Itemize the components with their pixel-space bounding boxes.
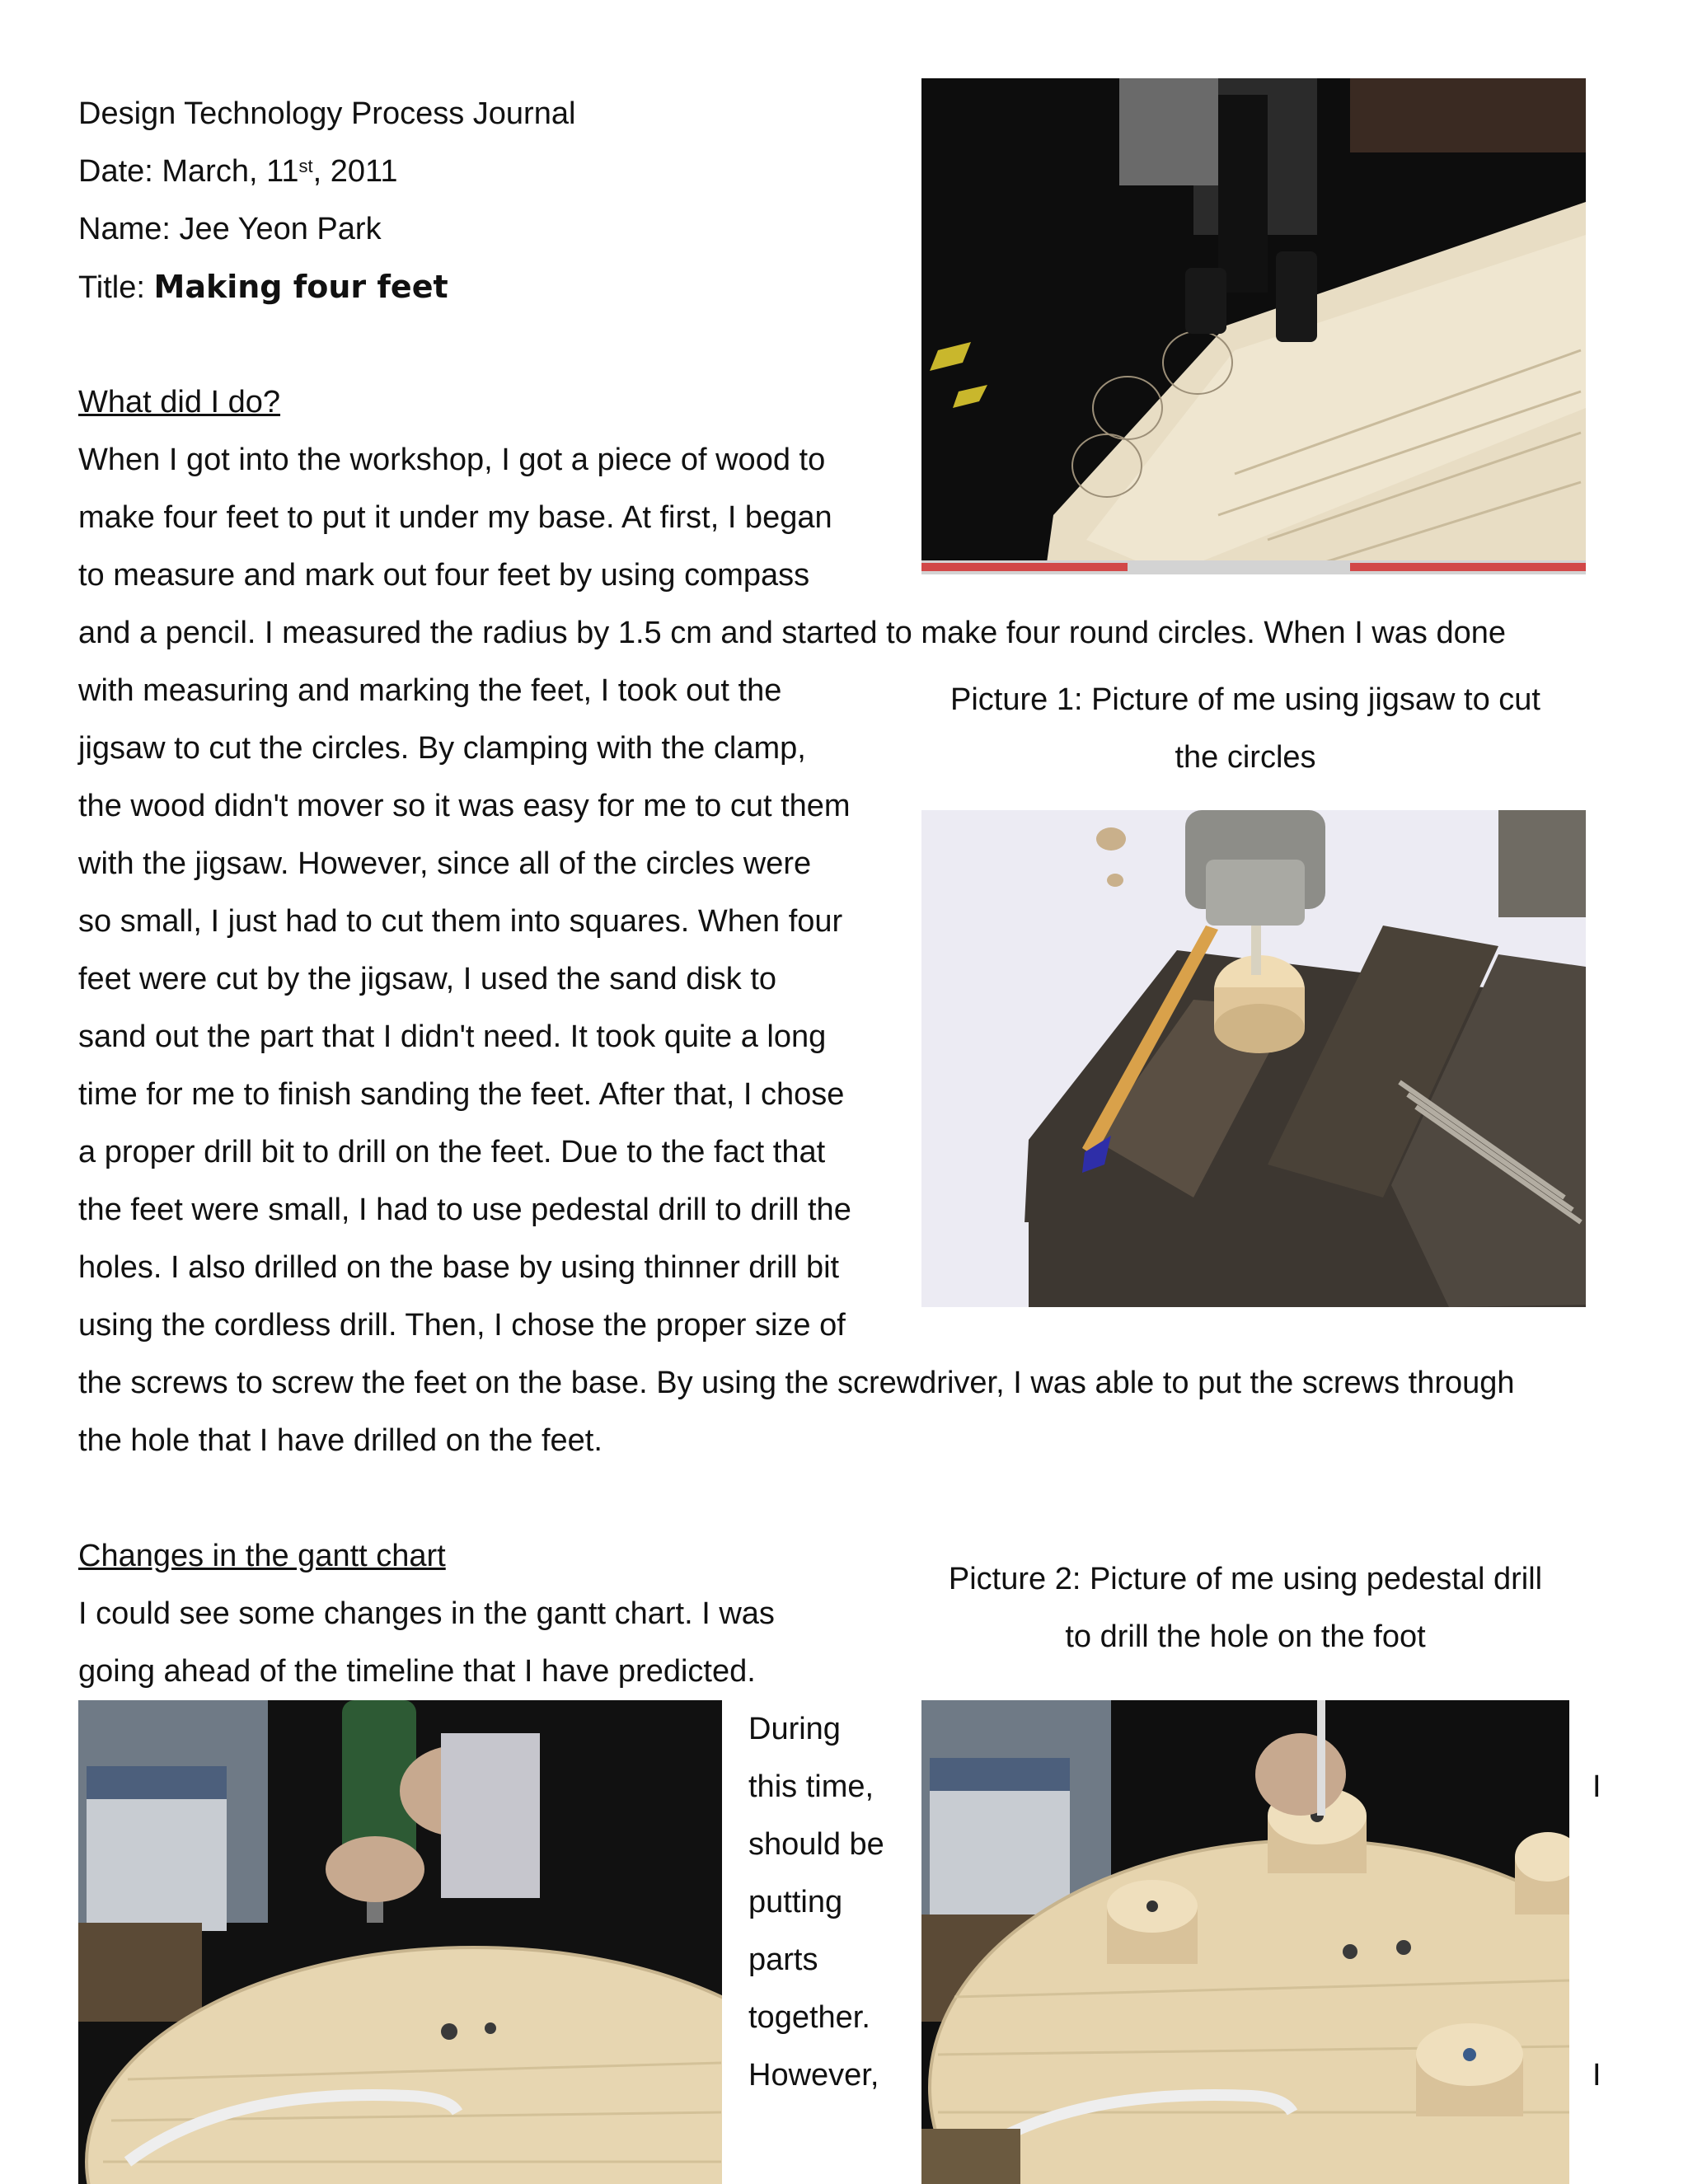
photo-jigsaw-cutting [921,78,1586,574]
edge-mark: I [1592,1769,1601,1804]
narrow-line: putting [748,1885,843,1919]
date-prefix: Date: March, 11 [78,154,299,189]
body-line: When I got into the workshop, I got a piece of wood to [78,443,826,477]
body-line: sand out the part that I didn't need. It took quite a long [78,1019,827,1054]
body-line: using the cordless drill. Then, I chose the proper size of [78,1308,846,1343]
body-line: time for me to finish sanding the feet. After that, I chose [78,1077,845,1112]
body-line: the hole that I have drilled on the feet. [78,1423,603,1458]
narrow-line: should be [748,1827,884,1862]
title-line [78,268,448,307]
body-line: make four feet to put it under my base. At first, I began [78,500,832,535]
body-line: a proper drill bit to drill on the feet. Due to the fact that [78,1135,826,1169]
date-suffix: , 2011 [312,154,398,189]
narrow-line: together. [748,2000,870,2035]
date-line [78,152,398,190]
picture1-caption [921,671,1569,786]
picture2-caption [921,1550,1569,1666]
narrow-line: During [748,1712,841,1746]
body-line: and a pencil. I measured the radius by 1.5 cm and started to make four round circles. When I was done [78,616,1507,650]
body-line: so small, I just had to cut them into squares. When four [78,904,843,939]
body-line: to measure and mark out four feet by using compass [78,558,810,593]
photo-cordless-drill-base [78,1700,722,2184]
date-superscript: st [298,156,313,176]
body-line: the feet were small, I had to use pedestal drill to drill the [78,1193,851,1227]
body-line: jigsaw to cut the circles. By clamping with the clamp, [78,731,806,766]
narrow-line: this time, [748,1769,874,1804]
photo-pedestal-drill [921,810,1586,1307]
picture1-caption-line1: Picture 1: Picture of me using jigsaw to cut [950,682,1540,717]
narrow-line: parts [748,1943,818,1977]
narrow-line: However, [748,2058,879,2093]
edge-mark: I [1592,2058,1601,2093]
picture2-caption-line1: Picture 2: Picture of me using pedestal drill [948,1562,1543,1596]
photo-feet-on-base [921,1700,1569,2184]
body-line: with the jigsaw. However, since all of the circles were [78,846,812,881]
journal-title: Design Technology Process Journal [78,96,576,131]
body-line: with measuring and marking the feet, I took out the [78,673,782,708]
body-line: going ahead of the timeline that I have predicted. [78,1654,756,1689]
picture2-caption-line2: to drill the hole on the foot [1065,1619,1426,1654]
body-line: I could see some changes in the gantt chart. I was [78,1596,775,1631]
title-label: Title: [78,270,154,305]
picture1-caption-line2: the circles [1175,740,1316,775]
body-line: the wood didn't mover so it was easy for me to cut them [78,789,851,823]
body-line: the screws to screw the feet on the base. By using the screwdriver, I was able to put the screws through [78,1366,1515,1400]
title-value: Making four feet [153,269,448,305]
body-line: holes. I also drilled on the base by using thinner drill bit [78,1250,840,1285]
section-heading-what-did-i-do: What did I do? [78,385,281,419]
name-line: Name: Jee Yeon Park [78,212,382,246]
body-line: feet were cut by the jigsaw, I used the sand disk to [78,962,777,996]
section-heading-gantt-changes: Changes in the gantt chart [78,1539,446,1573]
